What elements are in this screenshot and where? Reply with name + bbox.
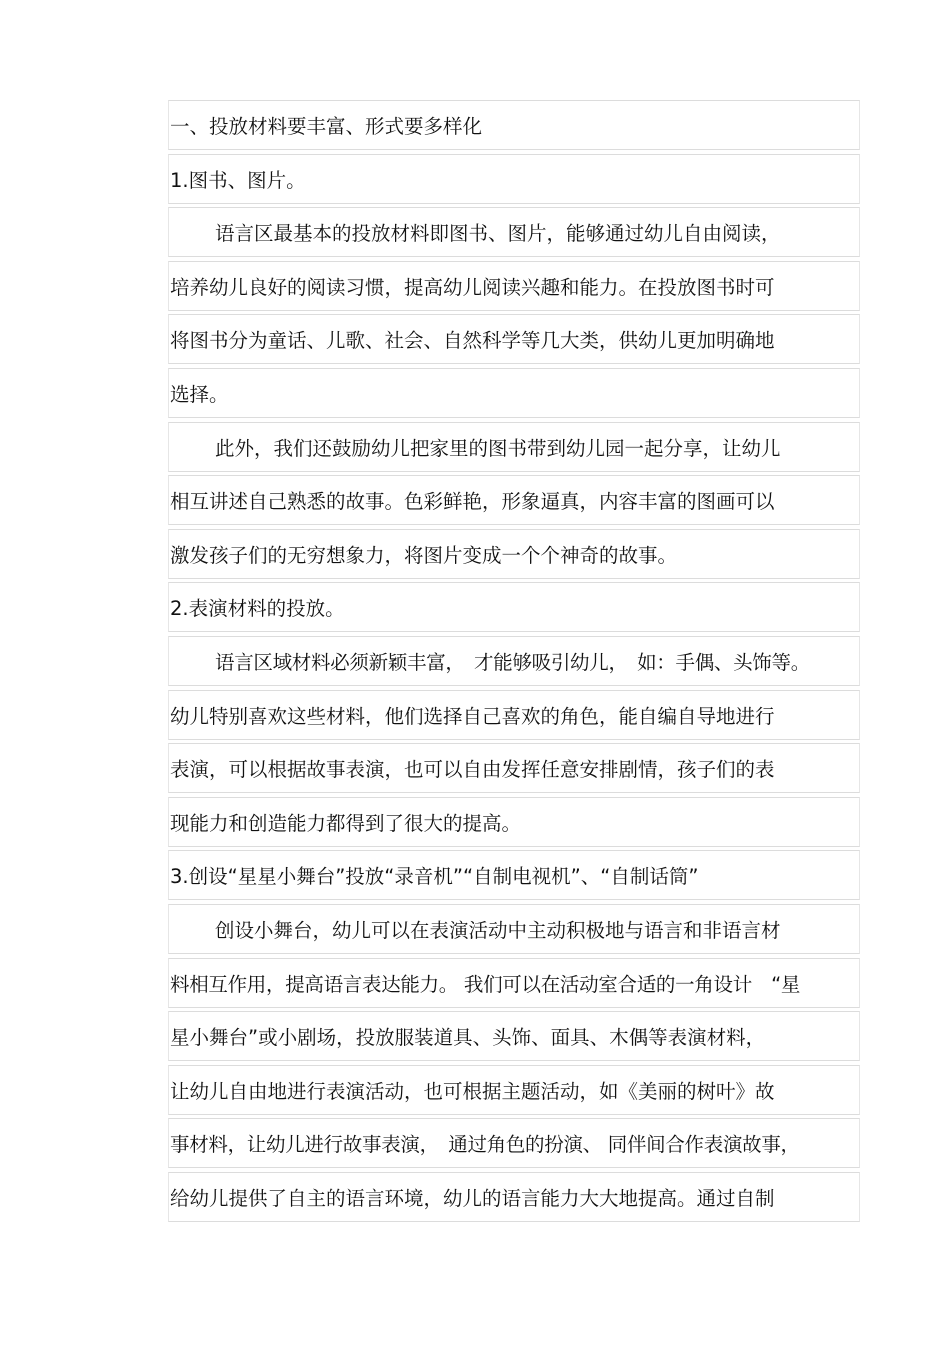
subheading-books-pictures: 1.图书、图片。 [168,154,860,204]
paragraph-line: 创设小舞台，幼儿可以在表演活动中主动积极地与语言和非语言材 [168,904,860,954]
paragraph-line: 让幼儿自由地进行表演活动，也可根据主题活动，如《美丽的树叶》故 [168,1065,860,1115]
paragraph-line: 相互讲述自己熟悉的故事。色彩鲜艳，形象逼真，内容丰富的图画可以 [168,475,860,525]
section-heading: 一、投放材料要丰富、形式要多样化 [168,100,860,150]
subheading-performance-materials: 2.表演材料的投放。 [168,582,860,632]
paragraph-line: 料相互作用，提高语言表达能力。 我们可以在活动室合适的一角设计 “星 [168,958,860,1008]
paragraph-line: 表演，可以根据故事表演，也可以自由发挥任意安排剧情，孩子们的表 [168,743,860,793]
paragraph-line: 培养幼儿良好的阅读习惯，提高幼儿阅读兴趣和能力。在投放图书时可 [168,261,860,311]
paragraph-line: 星小舞台”或小剧场，投放服装道具、头饰、面具、木偶等表演材料， [168,1011,860,1061]
paragraph-line: 幼儿特别喜欢这些材料，他们选择自己喜欢的角色，能自编自导地进行 [168,690,860,740]
subheading-star-stage: 3.创设“星星小舞台”投放“录音机”“自制电视机”、“自制话筒” [168,850,860,900]
paragraph-line: 将图书分为童话、儿歌、社会、自然科学等几大类，供幼儿更加明确地 [168,314,860,364]
paragraph-line: 现能力和创造能力都得到了很大的提高。 [168,797,860,847]
paragraph-line: 语言区域材料必须新颖丰富， 才能够吸引幼儿， 如：手偶、头饰等。 [168,636,860,686]
paragraph-line: 给幼儿提供了自主的语言环境，幼儿的语言能力大大地提高。通过自制 [168,1172,860,1222]
paragraph-line: 此外，我们还鼓励幼儿把家里的图书带到幼儿园一起分享，让幼儿 [168,422,860,472]
document-body [168,100,860,1225]
paragraph-line: 选择。 [168,368,860,418]
paragraph-line: 事材料，让幼儿进行故事表演， 通过角色的扮演、 同伴间合作表演故事， [168,1118,860,1168]
paragraph-line: 语言区最基本的投放材料即图书、图片，能够通过幼儿自由阅读， [168,207,860,257]
paragraph-line: 激发孩子们的无穷想象力，将图片变成一个个神奇的故事。 [168,529,860,579]
